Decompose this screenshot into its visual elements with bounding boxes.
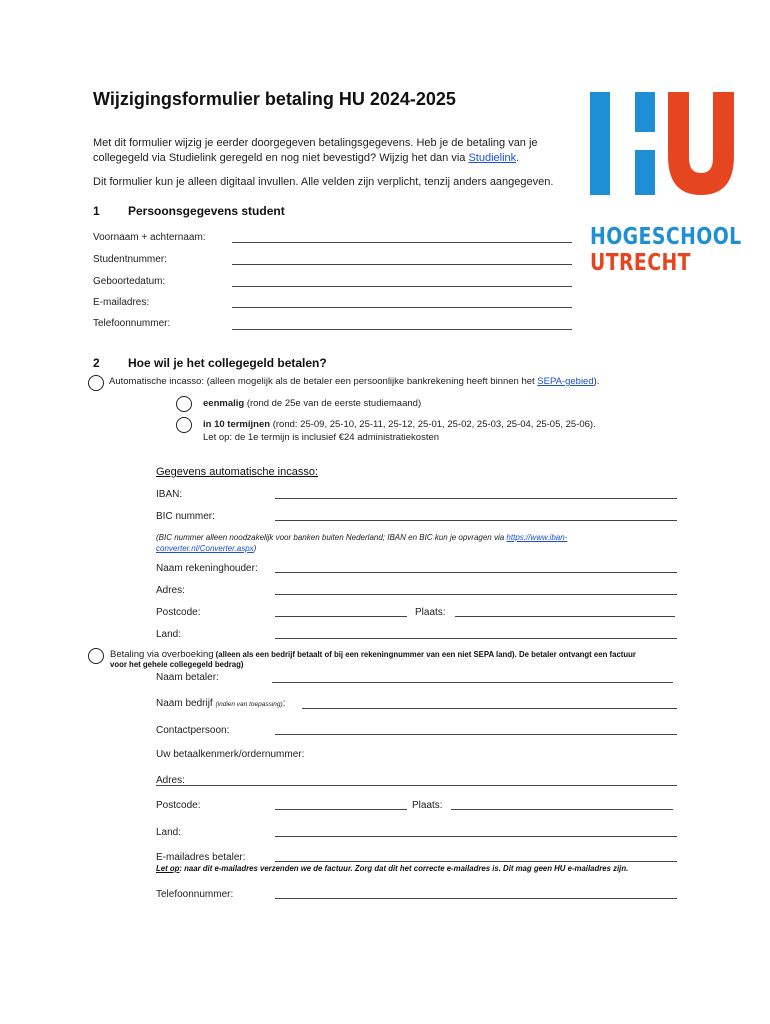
section-1-number: 1 <box>93 204 100 218</box>
field-label-iban: IBAN: <box>156 489 183 500</box>
company-label: Naam bedrijf <box>156 698 213 709</box>
ten-terms-option-bold: in 10 termijnen <box>203 419 271 430</box>
bic-note-text: (BIC nummer alleen noodzakelijk voor banken buiten Nederland; IBAN en BIC kun je opvragen via <box>156 533 507 542</box>
field-label-birthdate: Geboortedatum: <box>93 276 166 287</box>
field-label-account-holder: Naam rekeninghouder: <box>156 563 258 574</box>
field-label-incasso-place: Plaats: <box>415 607 446 618</box>
field-label-incasso-address: Adres: <box>156 585 185 596</box>
input-transfer-address[interactable] <box>156 785 677 786</box>
hu-logo <box>590 92 740 282</box>
field-label-student-number: Studentnummer: <box>93 254 167 265</box>
input-incasso-country[interactable] <box>275 638 677 639</box>
section-2-number: 2 <box>93 356 100 370</box>
once-option-rest: (rond de 25e van de eerste studiemaand) <box>244 398 422 409</box>
field-label-payer-name: Naam betaler: <box>156 672 219 683</box>
ten-terms-option-rest: (rond: 25-09, 25-10, 25-11, 25-12, 25-01, 25-02, 25-03, 25-04, 25-05, 25-06). <box>270 419 596 430</box>
sepa-link[interactable]: SEPA-gebied <box>537 376 594 387</box>
intro-line-1: Met dit formulier wijzig je eerder doorgegeven betalingsgegevens. Heb je de betaling van je <box>93 137 538 149</box>
transfer-option-note: (alleen als een bedrijf betaalt of bij een rekeningnummer van een niet SEPA land). De betaler ontvangt een factuur <box>213 650 636 659</box>
payer-email-note <box>156 864 628 873</box>
bic-note-line-1 <box>156 532 676 543</box>
transfer-option-text <box>110 648 680 670</box>
input-account-holder[interactable] <box>275 572 677 573</box>
input-payer-email[interactable] <box>275 861 677 862</box>
input-incasso-address[interactable] <box>275 594 677 595</box>
ten-terms-note: Let op: de 1e termijn is inclusief €24 administratiekosten <box>203 432 440 443</box>
input-contact-person[interactable] <box>275 734 677 735</box>
input-payer-phone[interactable] <box>275 898 677 899</box>
input-phone[interactable] <box>232 329 572 330</box>
bic-note-line-2 <box>156 543 676 554</box>
radio-bank-transfer[interactable] <box>88 648 104 664</box>
section-2-title: Hoe wil je het collegegeld betalen? <box>128 356 327 370</box>
field-label-transfer-postcode: Postcode: <box>156 800 201 811</box>
field-label-bic: BIC nummer: <box>156 511 215 522</box>
field-label-phone: Telefoonnummer: <box>93 318 171 329</box>
incasso-option-end: ). <box>593 376 600 387</box>
transfer-option-line-2: voor het gehele collegegeld bedrag) <box>110 660 244 669</box>
intro-line-2-text: collegegeld via Studielink geregeld en nog niet bevestigd? Wijzig het dan via <box>93 152 469 164</box>
logo-h-right-top-bar <box>635 92 655 132</box>
radio-once[interactable] <box>176 396 192 412</box>
iban-converter-link-part-2[interactable]: converter.nl/Converter.aspx <box>156 544 254 553</box>
incasso-details-heading: Gegevens automatische incasso: <box>156 466 319 478</box>
transfer-option-label: Betaling via overboeking <box>110 649 214 660</box>
input-payer-name[interactable] <box>272 682 673 683</box>
input-incasso-postcode[interactable] <box>275 616 407 617</box>
radio-ten-terms[interactable] <box>176 417 192 433</box>
company-colon: : <box>282 698 286 709</box>
input-company-name[interactable] <box>302 708 677 709</box>
form-title: Wijzigingsformulier betaling HU 2024-2025 <box>93 89 456 109</box>
field-label-reference: Uw betaalkenmerk/ordernummer: <box>156 749 305 760</box>
field-label-payer-email: E-mailadres betaler: <box>156 852 246 863</box>
field-label-contact-person: Contactpersoon: <box>156 725 230 736</box>
logo-text-utrecht: UTRECHT <box>590 250 691 276</box>
field-label-transfer-address: Adres: <box>156 775 185 786</box>
once-option-text <box>203 398 421 409</box>
input-transfer-country[interactable] <box>275 836 677 837</box>
payer-email-note-text: : naar dit e-mailadres verzenden we de factuur. Zorg dat dit het correcte e-mailadres is. Dit mag geen HU e-mailadres zijn. <box>179 864 629 873</box>
input-iban[interactable] <box>275 498 677 499</box>
field-label-email: E-mailadres: <box>93 297 150 308</box>
payer-email-note-label: Let op <box>156 864 180 873</box>
field-label-incasso-country: Land: <box>156 629 182 640</box>
bic-note <box>156 532 676 554</box>
section-1-title: Persoonsgegevens student <box>128 204 285 218</box>
ten-terms-option-text <box>203 419 596 430</box>
incasso-option-label: Automatische incasso: (alleen mogelijk als de betaler een persoonlijke bankrekening heeft binnen het <box>109 376 538 387</box>
company-note: (indien van toepassing) <box>215 701 283 708</box>
field-label-name: Voornaam + achternaam: <box>93 232 206 243</box>
iban-converter-link-part-1[interactable]: https://www.iban- <box>506 533 568 542</box>
input-transfer-postcode[interactable] <box>275 809 407 810</box>
field-label-incasso-postcode: Postcode: <box>156 607 201 618</box>
input-email[interactable] <box>232 307 572 308</box>
intro-line-2 <box>93 151 573 166</box>
intro-line-3: Dit formulier kun je alleen digitaal invullen. Alle velden zijn verplicht, tenzij anders aangegeven. <box>93 176 554 188</box>
field-label-company-name <box>156 698 285 709</box>
field-label-transfer-place: Plaats: <box>412 800 443 811</box>
incasso-option-text <box>109 376 599 387</box>
radio-automatic-incasso[interactable] <box>88 375 104 391</box>
bic-note-end: ) <box>253 544 257 553</box>
field-label-payer-phone: Telefoonnummer: <box>156 889 234 900</box>
logo-h-right-bottom-bar <box>635 150 655 195</box>
input-birthdate[interactable] <box>232 286 572 287</box>
input-transfer-place[interactable] <box>451 809 673 810</box>
intro-text <box>93 136 573 166</box>
intro-line-2-end: . <box>516 152 520 164</box>
input-student-number[interactable] <box>232 264 572 265</box>
once-option-bold: eenmalig <box>203 398 245 409</box>
input-bic[interactable] <box>275 520 677 521</box>
field-label-transfer-country: Land: <box>156 827 182 838</box>
input-incasso-place[interactable] <box>455 616 675 617</box>
logo-u-shape <box>668 92 734 195</box>
logo-h-left-bar <box>590 92 610 195</box>
studielink-link[interactable]: Studielink <box>468 152 517 164</box>
logo-text-hogeschool: HOGESCHOOL <box>590 224 742 250</box>
transfer-option-line-1 <box>110 648 680 660</box>
input-name[interactable] <box>232 242 572 243</box>
